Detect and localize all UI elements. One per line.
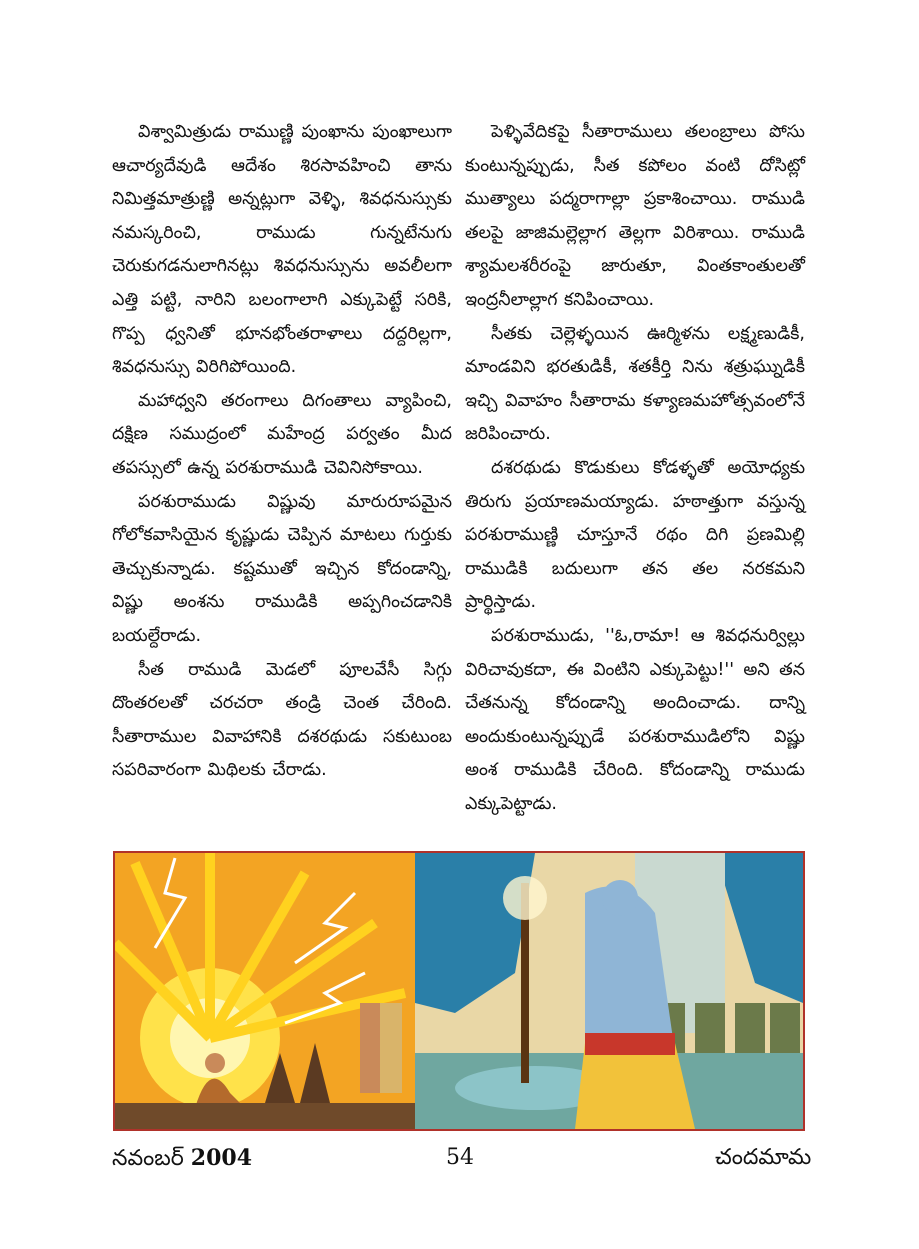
rama-dhoti [575, 1043, 695, 1129]
page-number: 54 [446, 1145, 474, 1170]
paragraph: సీత రాముడి మెడలో పూలవేసీ సిగ్గు దొంతరలతో చరచరా తండ్రి చెంత చేరింది. సీతారాముల వివాహానికి దశరథుడు సకుటుంబ సపరివారంగా మిథిలకు చేరాడు. [112, 659, 452, 781]
paragraph: పరశురాముడు విష్ణువు మారురూపమైన గోలోకవాసియైన కృష్ణుడు చెప్పిన మాటలు గుర్తుకు తెచ్చుకున్నాడు. కష్టముతో ఇచ్చిన కోదండాన్ని, విష్ణు అంశను రాముడికి అప్పగించడానికి బయల్దేరాడు. [112, 491, 452, 646]
paragraph: మహాధ్వని తరంగాలు దిగంతాలు వ్యాపించి, దక్షిణ సముద్రంలో మహేంద్ర పర్వతం మీద తపస్సులో ఉన్న పరశురాముడి చెవినిసోకాయి. [112, 390, 452, 478]
paragraph: సీతకు చెల్లెళ్ళయిన ఊర్మిళను లక్ష్మణుడికీ, మాండవిని భరతుడికీ, శతకీర్తి నిను శత్రుఘ్నుడికీ ఇచ్చి వివాహం సీతారామ కళ్యాణమహోత్సవంలోనే జరిపించారు. [465, 323, 805, 445]
paragraph: విశ్వామిత్రుడు రాముణ్ణి పుంఖాను పుంఖాలుగా ఆచార్యదేవుడి ఆదేశం శిరసావహించి తాను నిమిత్తమాత్రుణ్ణి అన్నట్లుగా వెళ్ళి, శివధనుస్సుకు నమస్కరించి, రాముడు గున్నటేనుగు చెరుకుగడనులాగినట్లు శివధనుస్సును అవలీలగా ఎత్తి పట్టి, నారిని బలంగాలాగి ఎక్కుపెట్టే సరికి, గొప్ప ధ్వనితో భూనభోంతరాళాలు దద్దరిల్లగా, శివధనుస్సు విరిగిపోయింది. [112, 122, 452, 378]
paragraph: పరశురాముడు, ''ఓ,రామా! ఆ శివధనుర్విల్లు విరిచావుకదా, ఈ వింటిని ఎక్కుపెట్టు!'' అని తన చేతనున్న కోదండాన్ని అందించాడు. దాన్ని అందుకుంటున్నప్పుడే పరశురాముడిలోని విష్ణు అంశ రాముడికి చేరింది. కోదండాన్ని రాముడు ఎక్కుపెట్టాడు. [465, 625, 805, 814]
magazine-name: చందమామ [715, 1145, 812, 1170]
right-column [465, 116, 805, 821]
paragraph: పెళ్ళివేదికపై సీతారాములు తలంబ్రాలు పోసు కుంటున్నప్పుడు, సీత కపోలం వంటి దోసిట్లో ముత్యాలు పద్మరాగాల్లా ప్రకాశించాయి. రాముడి తలపై జాజిమల్లెల్లాగ తెల్లగా విరిశాయి. రాముడి శ్యామలశరీరంపై జారుతూ, వింతకాంతులతో ఇంద్రనీలాల్లాగ కనిపించాయి. [465, 122, 805, 310]
illustration-artwork [115, 853, 803, 1129]
footer-month: నవంబర్ [112, 1146, 184, 1171]
footer-date [112, 1145, 252, 1176]
footer-year: 2004 [190, 1145, 253, 1171]
warrior [360, 1003, 380, 1093]
left-column [112, 116, 452, 788]
story-illustration [113, 851, 805, 1131]
paragraph: దశరథుడు కొడుకులు కోడళ్ళతో అయోధ్యకు తిరుగు ప్రయాణమయ్యాడు. హఠాత్తుగా వస్తున్న పరశురాముణ్ణి చూస్తూనే రథం దిగి ప్రణమిల్లి రాముడికి బదులుగా తన తల నరకమని ప్రార్థిస్తాడు. [465, 457, 805, 613]
warrior [380, 1003, 402, 1093]
